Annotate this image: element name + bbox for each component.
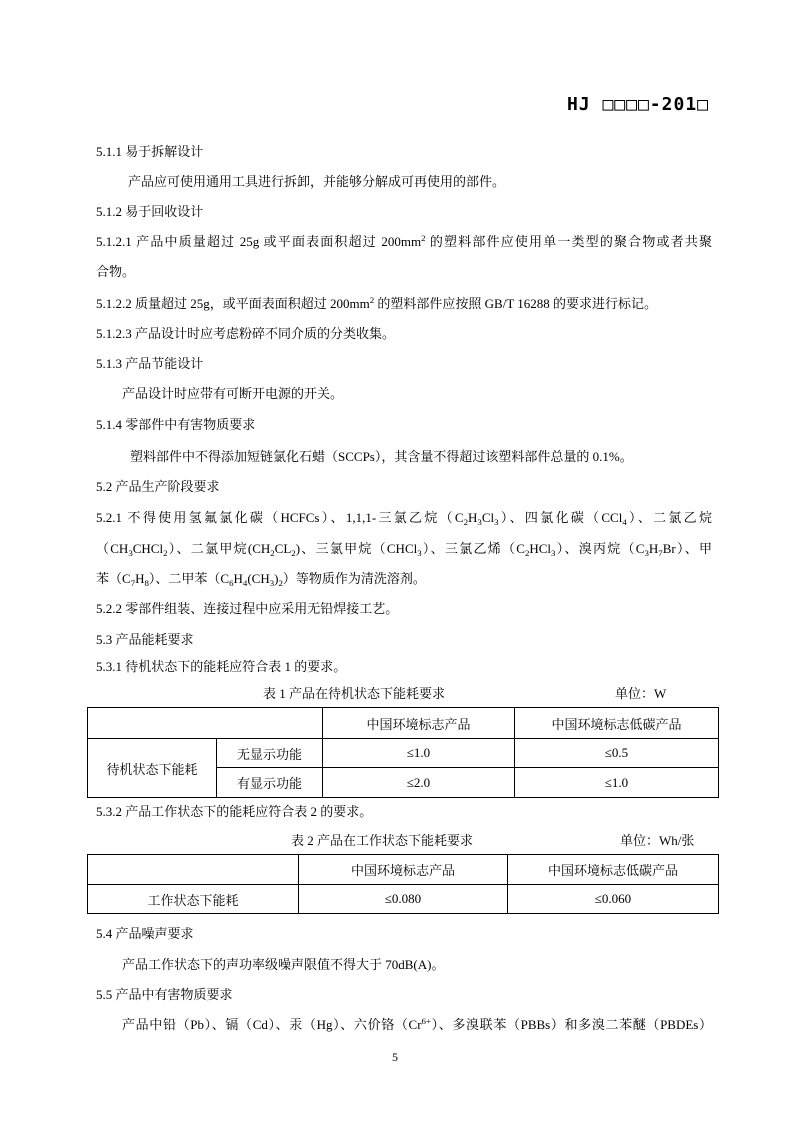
subscript: 3 — [477, 517, 482, 528]
table1-cell-standard: ≤2.0 — [323, 768, 515, 798]
subscript: 3 — [644, 548, 649, 559]
text-run: ）、溴丙烷（C — [555, 541, 645, 556]
text-run: ）、四氯化碳（CCl — [498, 510, 623, 525]
text-run: 5.2.1 不得使用氢氟氯化碳（HCFCs）、1,1,1-三氯乙烷（C — [96, 510, 464, 525]
text-run: (CH — [247, 571, 270, 586]
table1-corner-cell — [88, 708, 323, 739]
subscript: 3 — [551, 548, 556, 559]
subscript: 4 — [622, 517, 627, 528]
subscript: 7 — [130, 578, 136, 589]
text-run: ）、二氯乙烷 — [626, 510, 712, 525]
subscript: 7 — [658, 548, 663, 559]
text-run: H — [233, 571, 243, 586]
text-run: Br）、甲 — [662, 541, 712, 556]
subscript: 2 — [270, 548, 275, 559]
section-heading-5-4: 5.4 产品噪声要求 — [96, 926, 194, 941]
section-heading-5-5: 5.5 产品中有害物质要求 — [96, 987, 233, 1002]
text-run: H — [135, 571, 145, 586]
table-row — [88, 739, 719, 768]
superscript: 2 — [421, 233, 426, 244]
subscript: 3 — [494, 517, 499, 528]
section-heading-5-1-2: 5.1.2 易于回收设计 — [96, 204, 204, 219]
superscript: 6+ — [421, 1016, 431, 1027]
subscript: 8 — [144, 578, 149, 589]
subscript: 2 — [278, 578, 283, 589]
subscript: 2 — [291, 548, 296, 559]
table1-col-header-lowcarbon: 中国环境标志低碳产品 — [515, 708, 719, 739]
text-run: 5.1.2.2 质量超过 25g，或平面表面积超过 200mm — [96, 296, 370, 311]
paragraph-5-5-line1 — [122, 1015, 712, 1035]
section-heading-5-3: 5.3 产品能耗要求 — [96, 632, 194, 647]
text-run: ）等物质作为清洗溶剂。 — [282, 571, 426, 586]
text-run: CHCl — [132, 541, 164, 556]
text-run: H — [468, 510, 478, 525]
text-run: 苯（C — [96, 571, 131, 586]
table1-row-label: 有显示功能 — [217, 768, 323, 798]
paragraph-5-1-4: 塑料部件中不得添加短链氯化石蜡（SCCPs），其含量不得超过该塑料部件总量的 0.1%。 — [130, 449, 633, 464]
text-run: 5.1.2.1 产品中质量超过 25g 或平面表面积超过 200mm — [96, 234, 422, 249]
text-run: 产品中铅（Pb）、镉（Cd）、汞（Hg）、六价铬（Cr — [122, 1017, 422, 1032]
table2-col-header-standard: 中国环境标志产品 — [299, 855, 508, 885]
section-heading-5-1-3: 5.1.3 产品节能设计 — [96, 356, 204, 371]
subscript: 4 — [242, 578, 248, 589]
table2-unit: 单位：Wh/张 — [620, 833, 695, 848]
paragraph-5-2-1-line3 — [96, 569, 426, 589]
table2-header-row — [88, 855, 719, 885]
table1-row-label: 无显示功能 — [217, 739, 323, 768]
table1-cell-lowcarbon: ≤0.5 — [515, 739, 719, 768]
paragraph-5-4: 产品工作状态下的声功率级噪声限值不得大于 70dB(A)。 — [122, 957, 445, 972]
table1-caption: 表 1 产品在待机状态下能耗要求 — [263, 686, 446, 701]
paragraph-5-2-1-line2 — [96, 539, 712, 559]
table2-cell-standard: ≤0.080 — [299, 885, 508, 914]
table1-standby-energy — [87, 707, 719, 798]
standard-code-header: HJ □□□□-201□ — [566, 94, 709, 115]
table2-row-label: 工作状态下能耗 — [88, 885, 299, 914]
text-run: CL — [274, 541, 292, 556]
paragraph-5-2-2: 5.2.2 零部件组装、连接过程中应采用无铅焊接工艺。 — [96, 601, 399, 616]
table-row — [88, 885, 719, 914]
paragraph-5-1-2-1-line1 — [96, 232, 712, 252]
table2-operating-energy — [87, 854, 719, 914]
text-run: HCl — [529, 541, 552, 556]
paragraph-5-3-2: 5.3.2 产品工作状态下的能耗应符合表 2 的要求。 — [96, 804, 373, 819]
text-run: ）、多溴联苯（PBBs）和多溴二苯醚（PBDEs） — [430, 1017, 713, 1032]
table1-col-header-standard: 中国环境标志产品 — [323, 708, 515, 739]
text-run: （CH — [96, 541, 129, 556]
text-run: ）、二甲苯（C — [148, 571, 230, 586]
table2-col-header-lowcarbon: 中国环境标志低碳产品 — [508, 855, 719, 885]
subscript: 2 — [463, 517, 468, 528]
paragraph-5-2-1-line1 — [96, 508, 712, 528]
text-run: 的塑料部件应使用单一类型的聚合物或者共聚 — [425, 234, 712, 249]
text-run: ）、三氯乙烯（C — [421, 541, 525, 556]
subscript: 2 — [163, 548, 168, 559]
text-run: 的塑料部件应按照 GB/T 16288 的要求进行标记。 — [374, 296, 658, 311]
text-run: )、三氯甲烷（CHCl — [295, 541, 418, 556]
superscript: 2 — [369, 295, 375, 306]
subscript: 3 — [269, 578, 275, 589]
subscript: 2 — [524, 548, 530, 559]
table1-row-group-label: 待机状态下能耗 — [88, 739, 217, 798]
table1-unit: 单位：W — [615, 686, 667, 701]
table2-corner-cell — [88, 855, 299, 885]
paragraph-5-1-3: 产品设计时应带有可断开电源的开关。 — [122, 386, 344, 401]
section-heading-5-1-4: 5.1.4 零部件中有害物质要求 — [96, 417, 256, 432]
subscript: 3 — [417, 548, 422, 559]
paragraph-5-1-2-3: 5.1.2.3 产品设计时应考虑粉碎不同介质的分类收集。 — [96, 326, 396, 341]
paragraph-5-1-2-2 — [96, 294, 657, 314]
text-run: ）、二氯甲烷(CH — [167, 541, 271, 556]
page-number: 5 — [392, 1050, 398, 1064]
table1-cell-standard: ≤1.0 — [323, 739, 515, 768]
table2-cell-lowcarbon: ≤0.060 — [508, 885, 719, 914]
table1-header-row — [88, 708, 719, 739]
section-heading-5-1-1: 5.1.1 易于拆解设计 — [96, 144, 204, 159]
paragraph-5-1-1: 产品应可使用通用工具进行拆卸，并能够分解成可再使用的部件。 — [128, 174, 506, 189]
section-heading-5-2: 5.2 产品生产阶段要求 — [96, 479, 220, 494]
table2-caption: 表 2 产品在工作状态下能耗要求 — [291, 833, 474, 848]
paragraph-5-1-2-1-line2: 合物。 — [96, 264, 136, 279]
text-run: ) — [274, 571, 279, 586]
subscript: 3 — [128, 548, 133, 559]
text-run: H — [648, 541, 659, 556]
text-run: Cl — [481, 510, 495, 525]
table1-cell-lowcarbon: ≤1.0 — [515, 768, 719, 798]
paragraph-5-3-1: 5.3.1 待机状态下的能耗应符合表 1 的要求。 — [96, 659, 347, 674]
subscript: 6 — [229, 578, 234, 589]
